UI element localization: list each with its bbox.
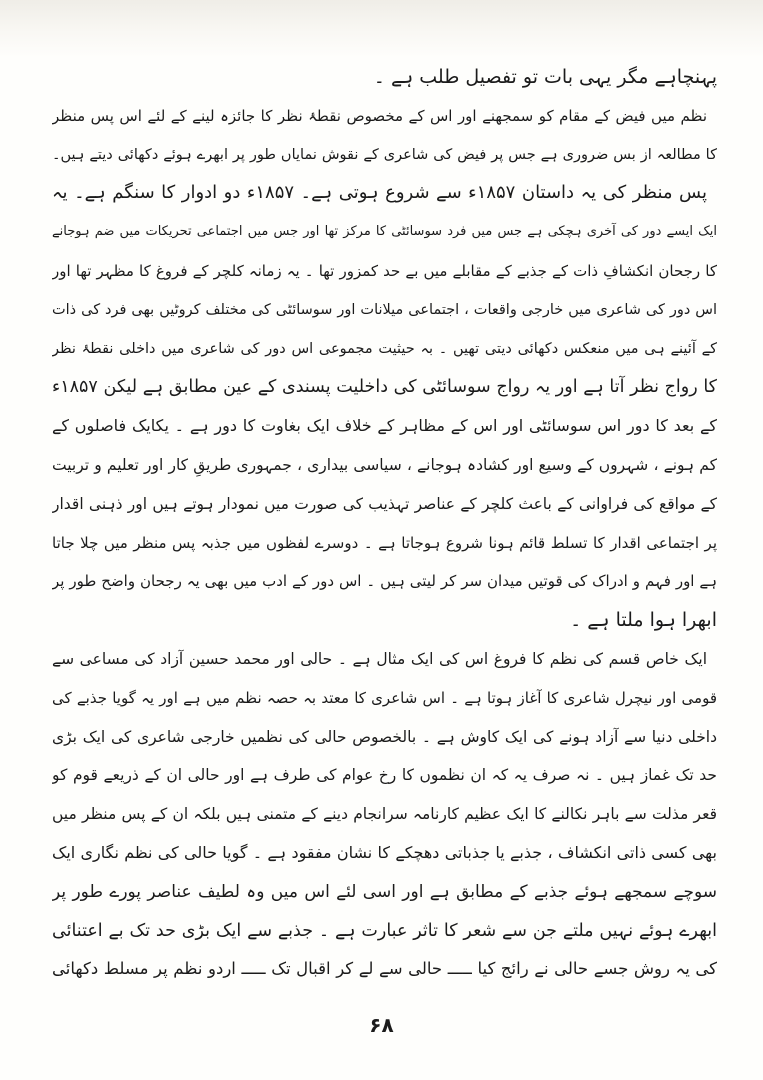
text-line: قعر مذلت سے باہر نکالنے کا ایک عظیم کارنامہ سرانجام دینے کے متمنی ہیں بلکہ ان کے پس منظر میں — [52, 805, 717, 824]
text-line: ابھرے ہوئے نہیں ملتے جن سے شعر کا تاثر عبارت ہے ۔ جذبے سے ایک بڑی حد تک بے اعتنائی — [52, 920, 717, 941]
text-line: ایک ایسے دور کی آخری ہچکی ہے جس میں فرد سوسائٹی کا مرکز تھا اور جس میں اجتماعی تحریکات میں ضم ہوجانے — [52, 224, 717, 240]
text-line: کی یہ روش جسے حالی نے رائج کیا ـــــ حالی سے لے کر اقبال تک ـــــ اردو نظم پر مسلط دکھائی — [52, 959, 717, 979]
page-number: ۶۸ — [369, 1013, 394, 1037]
text-line: کم ہونے ، شہروں کے وسیع اور کشادہ ہوجانے ، سیاسی بیداری ، جمہوری طریقِ کار اور تعلیم و تربیت — [52, 455, 717, 474]
previous-page-bleed-through — [0, 0, 763, 58]
text-line: ایک خاص قسم کی نظم کا فروغ اس کی ایک مثال ہے ۔ حالی اور محمد حسین آزاد کی مساعی سے — [52, 649, 707, 668]
text-line: اس دور کی شاعری میں خارجی واقعات ، اجتماعی میلانات اور سوسائٹی کی مختلف کروٹیں بھی فرد کی ذات — [52, 301, 717, 318]
text-line: سوچے سمجھے ہوئے جذبے کے مطابق ہے اور اسی لئے اس میں وہ لطیف عناصر پورے طور پر — [52, 881, 717, 902]
text-line: ابھرا ہوا ملتا ہے ۔ — [570, 609, 717, 632]
text-line: کے بعد کا دور اس سوسائٹی اور اس کے مظاہر کے خلاف ایک بغاوت کا دور ہے ۔ یکایک فاصلوں کے — [52, 416, 717, 436]
text-line: کے مواقع کی فراوانی کے باعث کلچر کے عناصر تہذیب کی صورت میں نمودار ہوتے ہیں اور ذہنی اقدار — [52, 494, 717, 513]
text-line: داخلی دنیا سے آزاد ہونے کی ایک کاوش ہے ۔ بالخصوص حالی کی نظمیں خارجی شاعری کی ایک بڑی — [52, 727, 717, 746]
text-line: کا مطالعہ از بس ضروری ہے جس پر فیض کی شاعری کے نقوش نمایاں طور پر ابھرے ہوئے دکھائی دیتے ہیں۔ — [52, 146, 717, 163]
text-line: ہے اور فہم و ادراک کی قوتیں میدان سر کر لیتی ہیں ۔ اس دور کے ادب میں بھی یہ رجحان واضح طور پر — [52, 572, 717, 591]
text-line: کے آئینے ہی میں منعکس دکھائی دیتی تھیں ۔ بہ حیثیت مجموعی اس دور کی شاعری میں داخلی نقطۂ نظر — [52, 340, 717, 357]
text-line: نظم میں فیض کے مقام کو سمجھنے اور اس کے مخصوص نقطۂ نظر کا جائزہ لینے کے لئے اس پس منظر — [52, 106, 707, 125]
text-line: بھی کسی ذاتی انکشاف ، جذبے یا جذباتی دھچکے کا نشان مفقود ہے ۔ گویا حالی کی نظم نگاری ایک — [52, 842, 717, 862]
text-line: پر اجتماعی اقدار کا تسلط قائم ہونا شروع ہوجاتا ہے ۔ دوسرے لفظوں میں جذبہ پس منظر میں چلا جاتا — [52, 533, 717, 552]
text-line: قومی اور نیچرل شاعری کا آغاز ہوتا ہے ۔ اس شاعری کا معتد بہ حصہ نظم میں ہے اور یہ گویا جذبے کی — [52, 688, 717, 707]
text-line: کا رواج نظر آتا ہے اور یہ رواج سوسائٹی کی داخلیت پسندی کے عین مطابق ہے لیکن ۱۸۵۷ء — [52, 377, 717, 398]
urdu-body-text — [52, 58, 717, 989]
text-line: پس منظر کی یہ داستان ۱۸۵۷ء سے شروع ہوتی ہے۔ ۱۸۵۷ء دو ادوار کا سنگم ہے۔ یہ — [52, 182, 707, 204]
text-line: حد تک غماز ہیں ۔ نہ صرف یہ کہ ان نظموں کا رخ عوام کی طرف ہے اور حالی ان کے ذریعے قوم کو — [52, 766, 717, 785]
text-line: کا رجحان انکشافِ ذات کے جذبے کے مقابلے میں بے حد کمزور تھا ۔ یہ زمانہ کلچر کے فروغ کا مظہر تھا اور — [52, 261, 717, 280]
text-line: پہنچاہے مگر یہی بات تو تفصیل طلب ہے ۔ — [373, 66, 717, 88]
